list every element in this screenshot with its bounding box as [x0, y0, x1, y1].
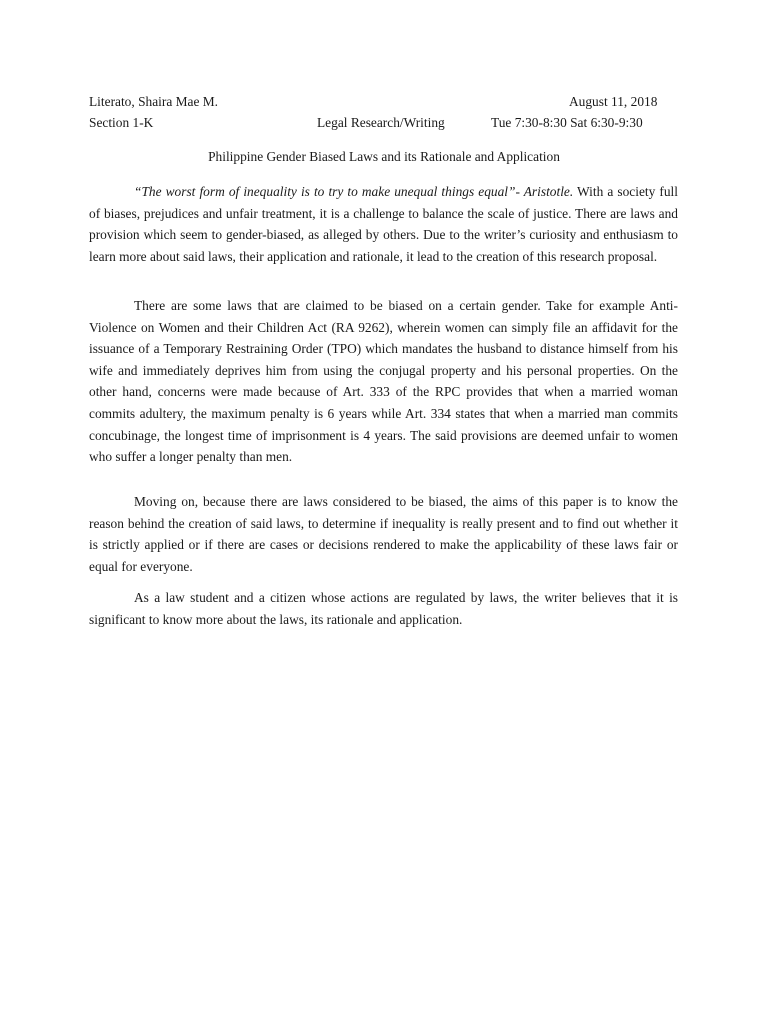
paragraph-introduction — [89, 181, 678, 267]
paragraph-aims: Moving on, because there are laws considered to be biased, the aims of this paper is to know the reason behind the creation of said laws, to determine if inequality is really present and to find out whether it is strictly applied or if there are cases or decisions rendered to make the applicability of these laws fair or equal for everyone. — [89, 494, 678, 574]
class-schedule: Tue 7:30-8:30 Sat 6:30-9:30 — [491, 115, 643, 130]
author-name: Literato, Shaira Mae M. — [89, 94, 219, 109]
paragraph-laws-examples: There are some laws that are claimed to be biased on a certain gender. Take for example Anti-Violence on Women and their Children Act (RA 9262), wherein women can simply file an affidavit for the issuance of a Temporary Restraining Order (TPO) which mandates the husband to distance himself from his wife and immediately deprives him from using the conjugal property and his personal properties. On the other hand, concerns were made because of Art. 333 of the RPC provides that when a married woman commits adultery, the maximum penalty is 6 years while Art. 334 states that when a married man commits concubinage, the longest time of imprisonment is 4 years. The said provisions are deemed unfair to women who suffer a longer penalty than men. — [89, 298, 678, 465]
section-label: Section 1-K — [89, 115, 154, 130]
course-name: Legal Research/Writing — [317, 115, 445, 130]
document-date: August 11, 2018 — [569, 94, 658, 109]
paragraph-conclusion: As a law student and a citizen whose actions are regulated by laws, the writer believes that it is significant to know more about the laws, its rationale and application. — [89, 590, 678, 627]
document-title: Philippine Gender Biased Laws and its Rationale and Application — [208, 149, 560, 164]
aristotle-quote: “The worst form of inequality is to try to make unequal things equal”- Aristotle. — [134, 184, 574, 199]
introduction-text: With a society full of biases, prejudices and unfair treatment, it is a challenge to balance the scale of justice. There are laws and provision which seem to gender-biased, as alleged by others. Due to the writer’s curiosity and enthusiasm to learn more about said laws, their application and rationale, it lead to the creation of this research proposal. — [89, 184, 678, 264]
